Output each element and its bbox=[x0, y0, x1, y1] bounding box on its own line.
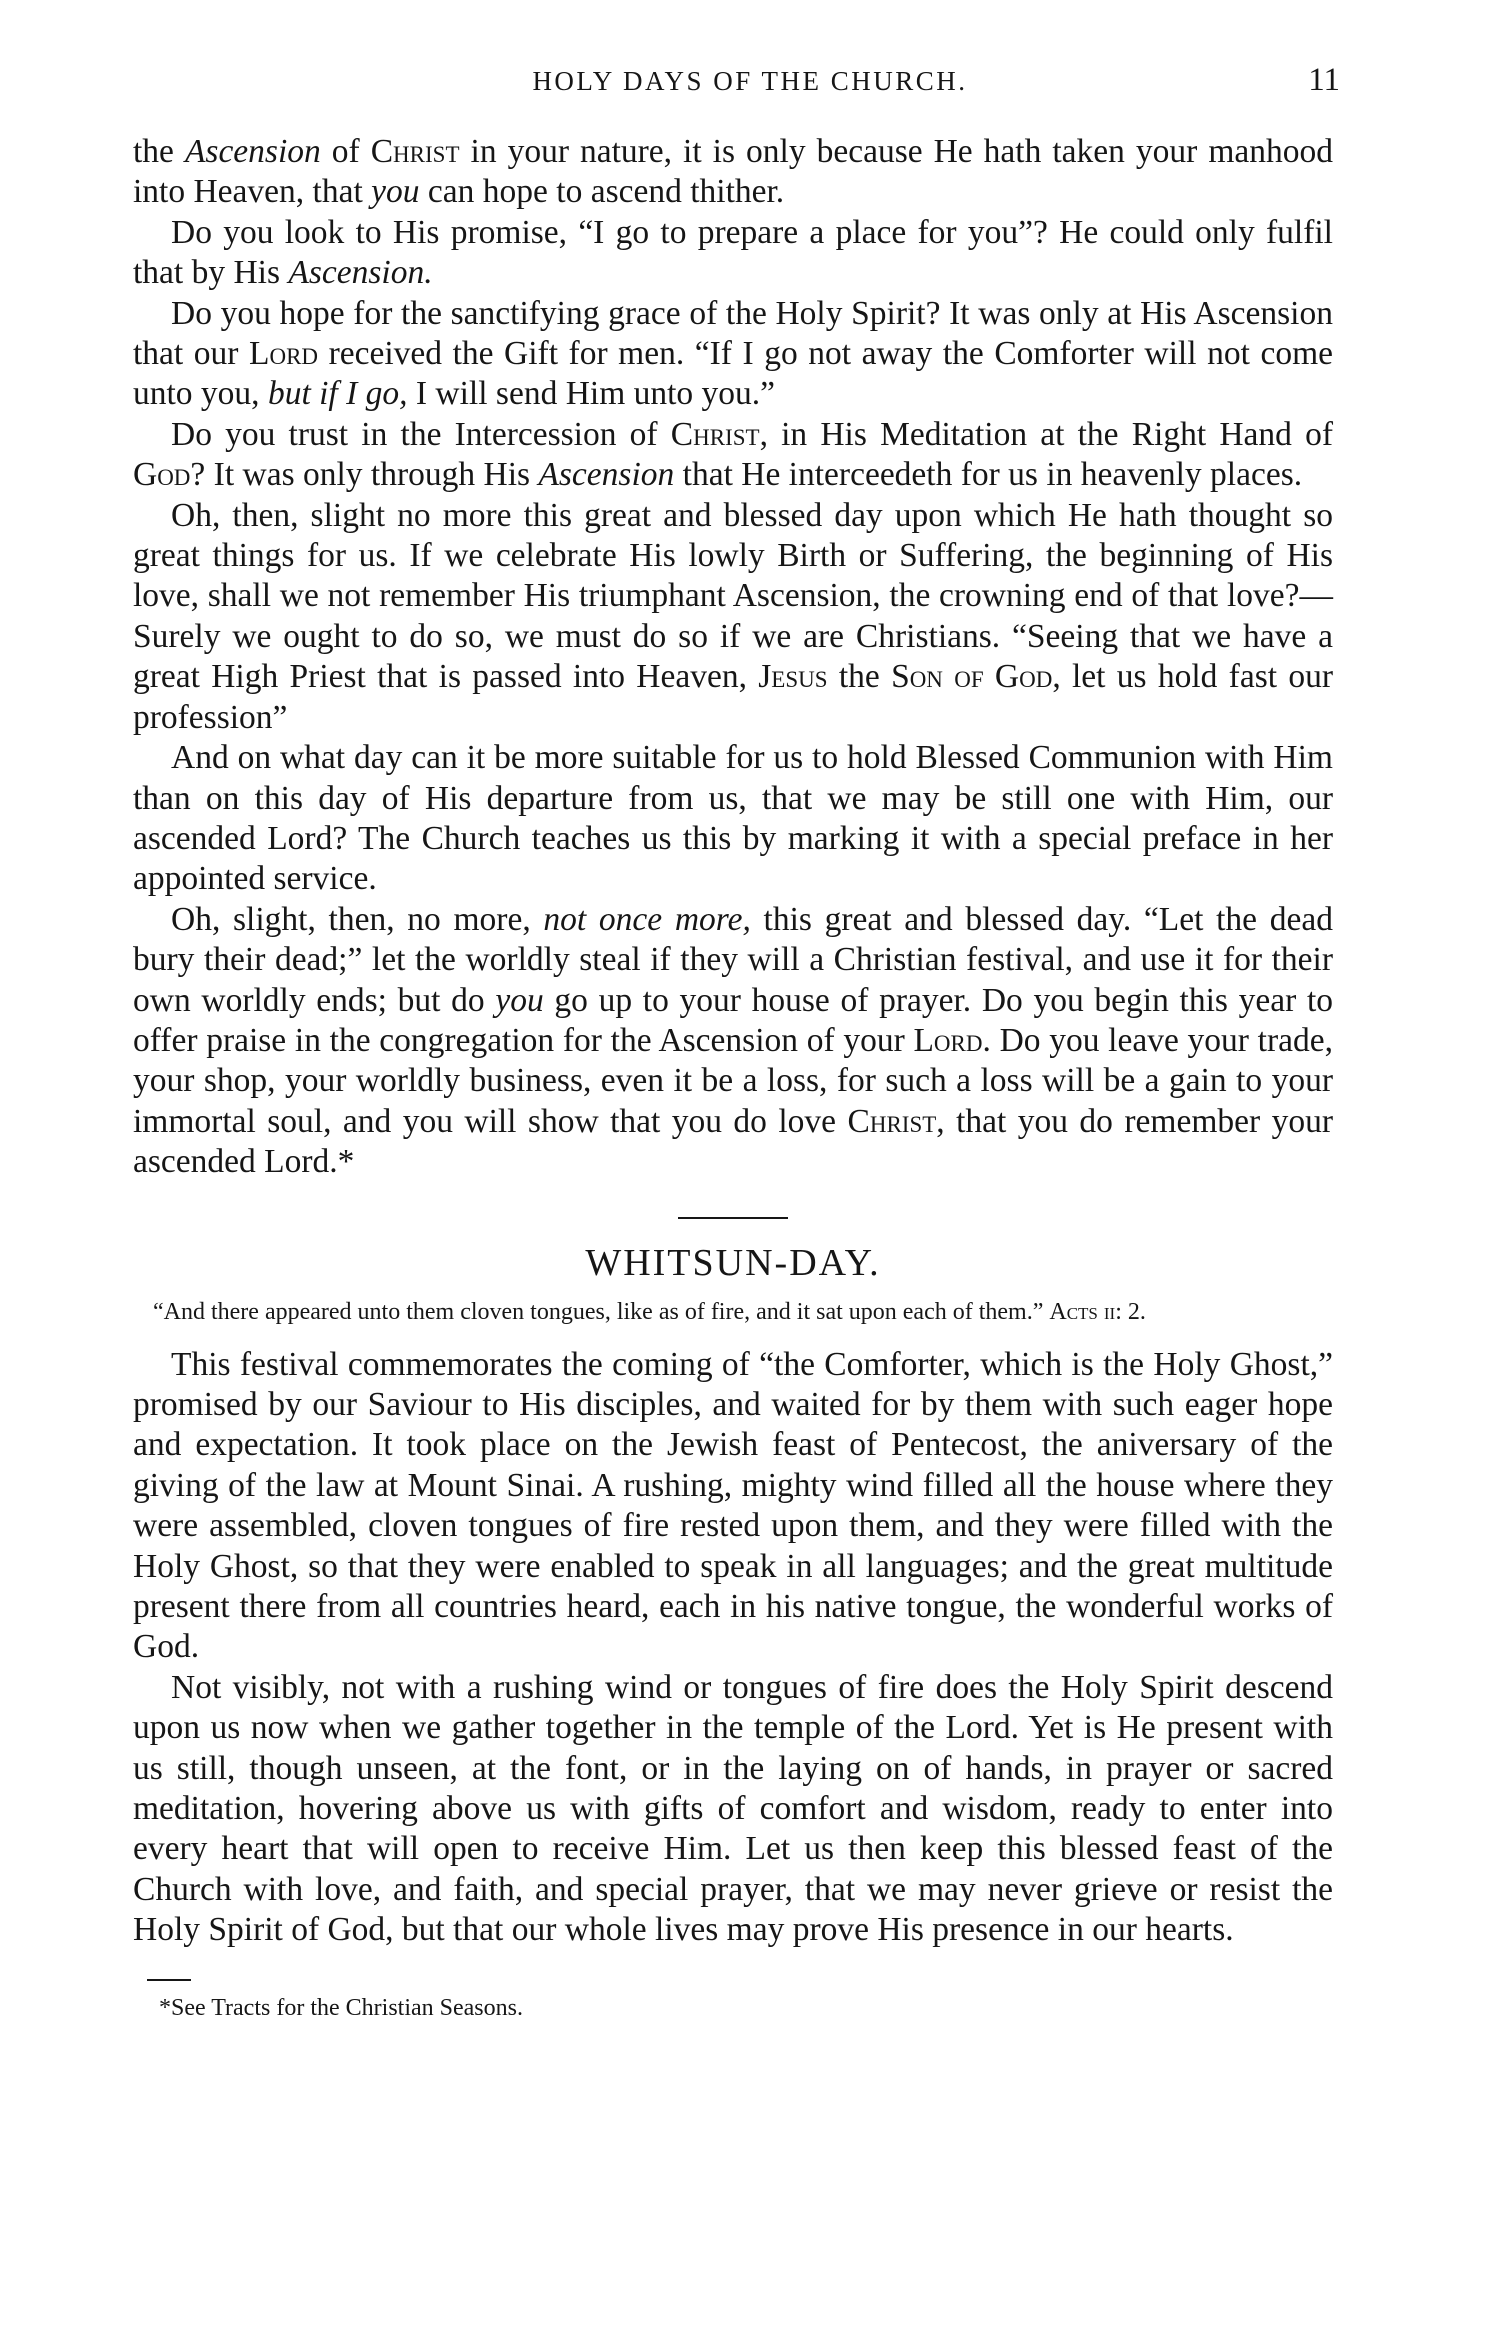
paragraph-ascension-nature: the Ascension of Christ in your nature, it is only because He hath taken your manhood into Heaven, that you can hope to ascend thither. bbox=[133, 133, 1333, 211]
running-head bbox=[160, 62, 1340, 106]
paragraph-intercession: Do you trust in the Intercession of Christ, in His Meditation at the Right Hand of God? It was only through His Ascension that He interceedeth for us in heavenly places. bbox=[133, 415, 1333, 494]
footnote: *See Tracts for the Christian Seasons. bbox=[159, 1994, 523, 2021]
paragraph-not-visibly: Not visibly, not with a rushing wind or tongues of fire does the Holy Spirit descend upon us now when we gather together in the temple of the Lord. Yet is He present with us still, though unseen, at the font, or in the laying on of hands, in prayer or sacred meditation, hovering above us with gifts of comfort and wisdom, ready to enter into every heart that will open to receive Him. Let us then keep this blessed feast of the Church with love, and faith, and special prayer, that we may never grieve or resist the Holy Spirit of God, but that our whole lives may prove His presence in our hearts. bbox=[133, 1668, 1333, 1949]
paragraph-sanctifying-grace: Do you hope for the sanctifying grace of the Holy Spirit? It was only at His Ascension that our Lord received the Gift for men. “If I go not away the Comforter will not come unto you, but if I go, I will send Him unto you.” bbox=[133, 294, 1333, 413]
paragraph-house-of-prayer: Oh, slight, then, no more, not once more, this great and blessed day. “Let the dead bury their dead;” let the worldly steal if they will a Christian festival, and use it for their own worldly ends; but do you go up to your house of prayer. Do you begin this year to offer praise in the congregation for the Ascension of your Lord. Do you leave your trade, your shop, your worldly business, even it be a loss, for such a loss will be a gain to your immortal soul, and you will show that you do love Christ, that you do remember your ascended Lord.* bbox=[133, 900, 1333, 1181]
paragraph-slight-no-more: Oh, then, slight no more this great and blessed day upon which He hath thought so great things for us. If we celebrate His lowly Birth or Suffering, the beginning of His love, shall we not remember His triumphant Ascension, the crowning end of that love?—Surely we ought to do so, we must do so if we are Christians. “Seeing that we have a great High Priest that is passed into Heaven, Jesus the Son of God, let us hold fast our profession” bbox=[133, 496, 1333, 736]
running-title: HOLY DAYS OF THE CHURCH. bbox=[532, 66, 968, 96]
page-body bbox=[133, 132, 1333, 2022]
paragraph-festival-commemorates: This festival commemorates the coming of “the Comforter, which is the Holy Ghost,” promised by our Saviour to His disciples, and waited for by them with such eager hope and expectation. It took place on the Jewish feast of Pentecost, the aniversary of the giving of the law at Mount Sinai. A rushing, mighty wind filled all the house where they were assembled, cloven tongues of fire rested upon them, and they were filled with the Holy Ghost, so that they were enabled to speak in all languages; and the great multitude present there from all countries heard, each in his native tongue, the wonderful works of God. bbox=[133, 1345, 1333, 1666]
epigraph-reference: Acts ii: 2. bbox=[1049, 1298, 1146, 1325]
section-divider bbox=[678, 1217, 788, 1219]
section-title: WHITSUN-DAY. bbox=[585, 1241, 881, 1284]
footnote-divider bbox=[147, 1979, 191, 1981]
page-number: 11 bbox=[1308, 62, 1340, 98]
epigraph: “And there appeared unto them cloven tongues, like as of fire, and it sat upon each of them.” Acts ii: 2. bbox=[153, 1298, 1146, 1325]
paragraph-his-promise: Do you look to His promise, “I go to prepare a place for you”? He could only fulfil that by His Ascension. bbox=[133, 213, 1333, 292]
paragraph-blessed-communion: And on what day can it be more suitable for us to hold Blessed Communion with Him than on this day of His departure from us, that we may be still one with Him, our ascended Lord? The Church teaches us this by marking it with a special preface in her appointed service. bbox=[133, 739, 1333, 898]
